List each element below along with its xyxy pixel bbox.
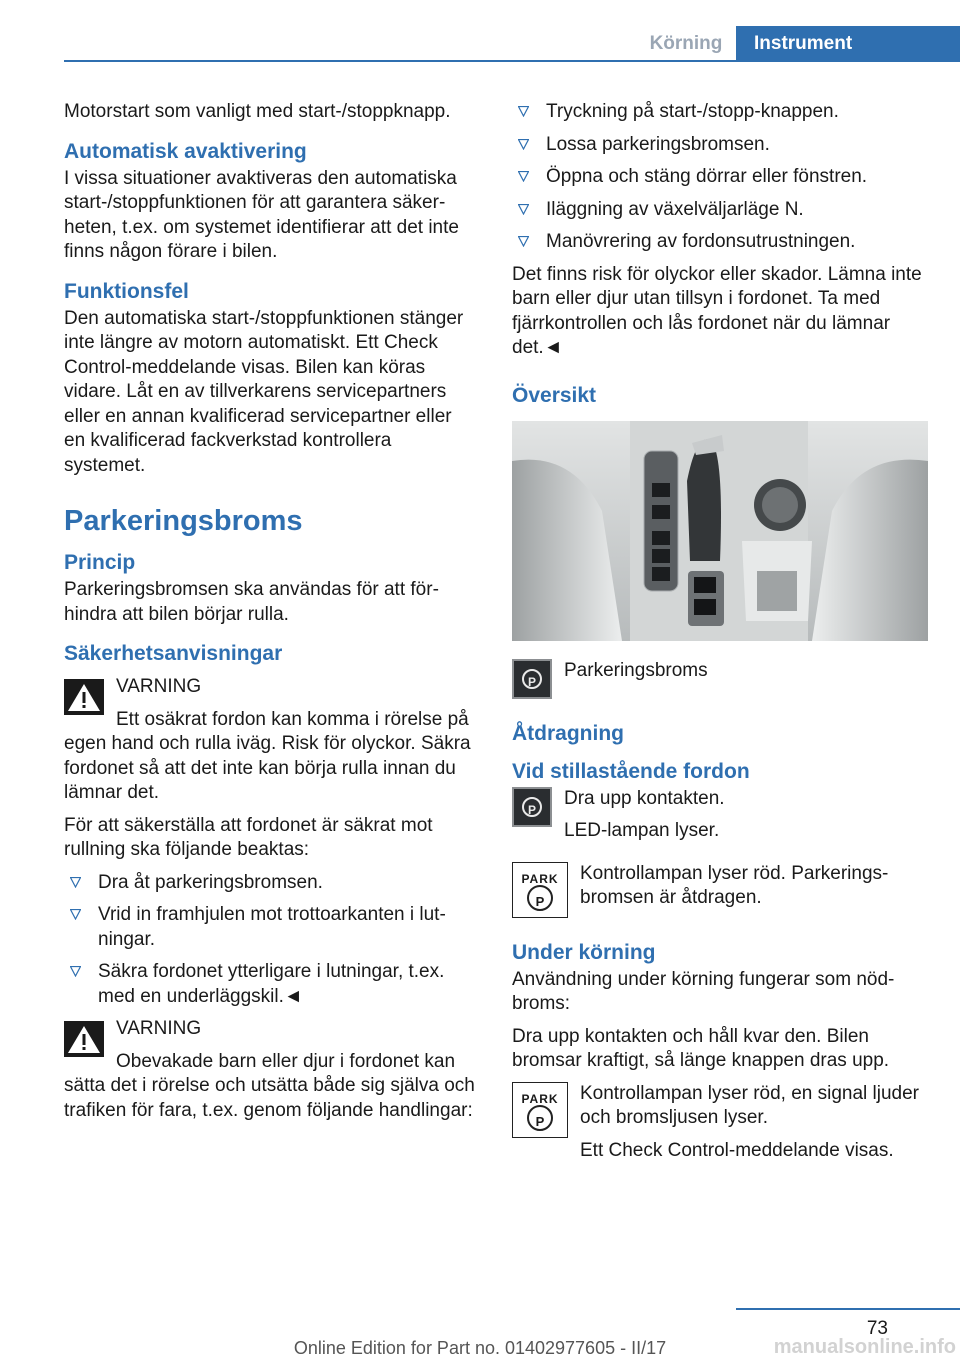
park-indicator-icon: PARK P	[512, 1082, 568, 1138]
tab-instrument[interactable]: Instrument	[736, 26, 960, 62]
left-column	[64, 100, 476, 1131]
paragraph-princip: Parkeringsbromsen ska användas för att förhindra att bilen börjar rulla.	[64, 579, 439, 625]
paragraph-led: LED-lampan lyser.	[564, 820, 720, 841]
list-item	[512, 230, 928, 255]
warning-body: Obevakade barn eller djur i fordonet kan sätta det i rörelse och utsätta både sig själva och trafiken för fara, t.ex. genom följande handlingar:	[64, 1050, 475, 1121]
warning-triangle-icon	[64, 679, 104, 715]
caption-parkeringsbroms: Parkeringsbroms	[564, 659, 708, 681]
warning-title: VARNING	[116, 676, 202, 697]
paragraph-anvandning: Användning under körning fungerar som nödbroms:	[512, 968, 895, 1014]
triangle-bullet-icon	[518, 171, 529, 182]
bullet-list-1	[64, 871, 476, 1010]
list-item	[512, 198, 928, 223]
triangle-bullet-icon	[70, 877, 81, 888]
header-rule	[64, 60, 960, 62]
section-heading-parkeringsbroms: Parkeringsbroms	[64, 505, 303, 537]
paragraph-risk: Det finns risk för olyckor eller skador. Lämna inte barn eller djur utan tillsyn i fordonet. Ta med fjärrkontrollen och lås fordonet när du lämnar det.◄	[512, 263, 922, 358]
paragraph-check-control: Ett Check Control-meddelande visas.	[580, 1139, 894, 1161]
triangle-bullet-icon	[518, 139, 529, 150]
triangle-bullet-icon	[518, 204, 529, 215]
paragraph-dra-hall: Dra upp kontakten och håll kvar den. Bilen bromsar kraftigt, så länge knappen dras upp.	[512, 1025, 890, 1071]
warning-block-1	[64, 675, 476, 806]
park-indicator-icon: PARK P	[512, 862, 568, 918]
parking-brake-button-icon: P	[512, 659, 552, 699]
footer-edition: Online Edition for Part no. 01402977605 - II/17	[293, 1338, 667, 1358]
heading-atdragning: Åtdragning	[512, 721, 624, 745]
tab-korning[interactable]: Körning	[649, 33, 723, 54]
list-item-text: Öppna och stäng dörrar eller fönstren.	[546, 166, 868, 187]
footer-rule	[736, 1308, 960, 1310]
heading-funktionsfel: Funktionsfel	[64, 279, 189, 303]
paragraph-motorstart: Motorstart som vanligt med start-/stoppknapp.	[64, 101, 451, 122]
watermark: manualsonline.info	[773, 1336, 956, 1358]
instruction-row-dra-upp	[512, 787, 928, 852]
right-column	[512, 100, 928, 1179]
caption-row-parkeringsbroms	[512, 659, 928, 699]
list-item-text: Säkra fordonet ytterligare i lutningar, t.ex. med en underläggskil.◄	[98, 961, 445, 1007]
warning-triangle-icon	[64, 1021, 104, 1057]
paragraph-sakerstalla: För att säkerställa att fordonet är säkrat mot rullning ska följande beaktas:	[64, 814, 433, 860]
list-item	[512, 165, 928, 190]
paragraph-automatisk: I vissa situationer avaktiveras den automatiska start-/stoppfunktionen för att garantera säkerheten, t.ex. om systemet identifierar att det inte finns någon förare i bilen.	[64, 167, 459, 262]
center-console-photo	[512, 421, 928, 641]
list-item	[512, 133, 928, 158]
paragraph-kontrollampan-2: Kontrollampan lyser röd, en signal ljuder och bromsljusen lyser.	[580, 1082, 920, 1128]
bullet-list-2	[512, 100, 928, 255]
warning-block-2	[64, 1017, 476, 1123]
paragraph-funktionsfel: Den automatiska start-/stoppfunktionen stänger inte längre av motorn automatiskt. Ett Check Control-meddelande visas. Bilen kan köras vidare. Låt en av tillverkarens servicepartners eller en annan kvalificerad servicepartner eller en kvalificerad fackverkstad kontrollera systemet.	[64, 307, 464, 476]
list-item-text: Lossa parkeringsbromsen.	[546, 133, 770, 155]
triangle-bullet-icon	[70, 909, 81, 920]
list-item	[512, 100, 928, 125]
heading-under-korning: Under körning	[512, 940, 656, 964]
heading-oversikt: Översikt	[512, 383, 597, 407]
list-item-text: Dra åt parkeringsbromsen.	[98, 871, 323, 893]
list-item	[64, 903, 476, 952]
paragraph-kontrollampan-1: Kontrollampan lyser röd. Parkeringsbromsen är åtdragen.	[580, 862, 889, 908]
list-item-text: Iläggning av växelväljarläge N.	[546, 198, 804, 220]
warning-title: VARNING	[116, 1018, 202, 1039]
triangle-bullet-icon	[518, 106, 529, 117]
heading-princip: Princip	[64, 551, 136, 574]
list-item-text: Vrid in framhjulen mot trottoarkanten i lutningar.	[98, 904, 446, 950]
page-number: 73	[866, 1318, 888, 1339]
warning-body: Ett osäkrat fordon kan komma i rörelse på egen hand och rulla iväg. Risk för olyckor. Säkra fordonet så att det inte kan börja rulla innan du lämnar det.	[64, 708, 471, 803]
center-console-illustration	[512, 421, 928, 641]
indicator-row-2	[512, 1082, 928, 1172]
heading-vid-stillastaende: Vid stillastående fordon	[512, 759, 750, 783]
paragraph-dra-upp: Dra upp kontakten.	[564, 787, 725, 809]
heading-automatisk-avaktivering: Automatisk avaktivering	[64, 139, 307, 163]
list-item-text: Tryckning på start-/stopp-knappen.	[546, 101, 839, 122]
list-item-text: Manövrering av fordonsutrustningen.	[546, 231, 856, 252]
heading-sakerhetsanvisningar: Säkerhetsanvisningar	[64, 642, 283, 665]
parking-brake-button-icon: P	[512, 787, 552, 827]
triangle-bullet-icon	[70, 966, 81, 977]
list-item	[64, 871, 476, 896]
indicator-row-1	[512, 862, 928, 918]
list-item	[64, 960, 476, 1009]
triangle-bullet-icon	[518, 236, 529, 247]
